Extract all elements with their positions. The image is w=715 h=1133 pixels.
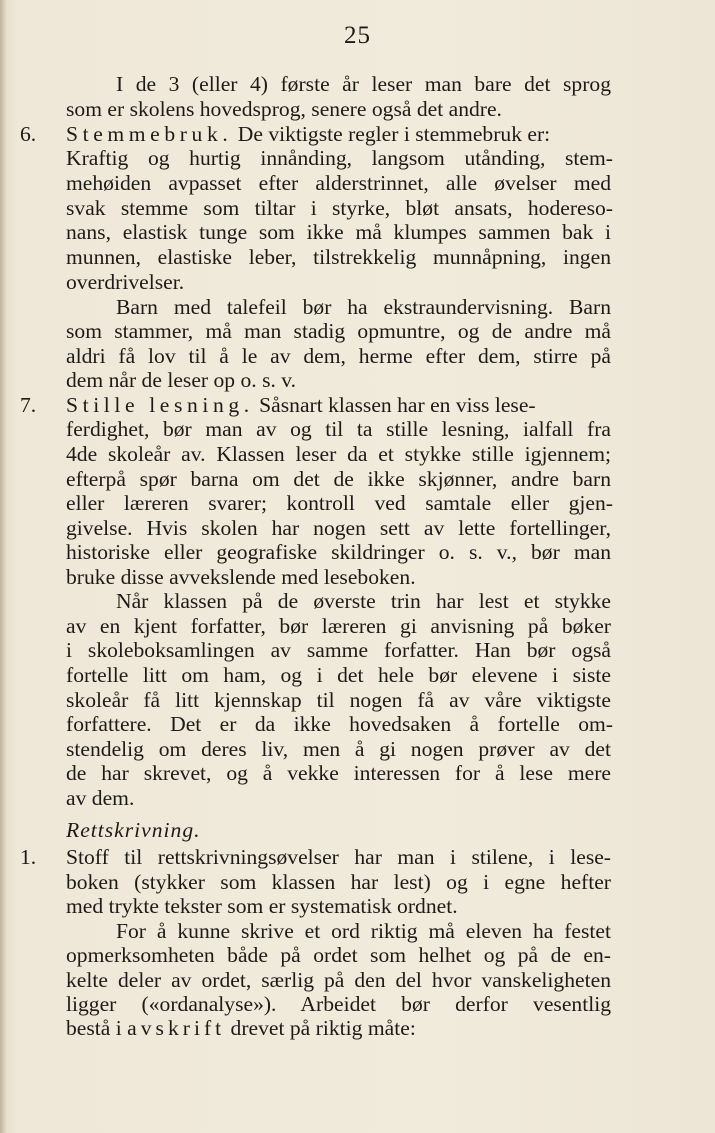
text-line: mehøiden avpasset efter alderstrinnet, alle øvelser med [66, 171, 611, 195]
text-line: som stammer, må man stadig opmuntre, og de andre må [66, 319, 611, 343]
text-line: efterpå spør barna om det de ikke skjønner, andre barn [66, 467, 611, 491]
list-number: 6. [20, 122, 37, 146]
spaced-heading: Stille lesning. [66, 393, 254, 417]
text-line: skoleår få litt kjennskap til nogen få av våre viktigste [66, 688, 611, 712]
page-gutter [0, 0, 6, 1133]
text-line: opmerksomheten både på ordet som helhet og på de en- [66, 943, 611, 967]
section-heading: Rettskrivning. [66, 818, 201, 842]
text-line: i skoleboksamlingen av samme forfatter. Han bør også [66, 638, 611, 662]
text-line: munnen, elastiske leber, tilstrekkelig munnåpning, ingen [66, 245, 611, 269]
text-run: drevet på riktig måte: [225, 1016, 416, 1040]
text-line: av en kjent forfatter, bør læreren gi anvisning på bøker [66, 614, 611, 638]
text-line: med trykte tekster som er systematisk ordnet. [66, 894, 458, 918]
page-number: 25 [344, 22, 371, 49]
text-run: bestå i [66, 1016, 128, 1040]
text-line: ferdighet, bør man av og til ta stille lesning, ialfall fra [66, 417, 611, 441]
text-line: av dem. [66, 786, 135, 810]
text-line: de har skrevet, og å vekke interessen for å lese mere [66, 761, 611, 785]
text-line: stendelig om deres liv, men å gi nogen prøver av det [66, 737, 611, 761]
text-line: som er skolens hovedsprog, senere også det andre. [66, 97, 502, 121]
text-line: Når klassen på de øverste trin har lest et stykke [116, 589, 611, 613]
text-line: bruke disse avvekslende med leseboken. [66, 565, 416, 589]
text-line: dem når de leser op o. s. v. [66, 368, 297, 392]
text-line: ligger («ordanalyse»). Arbeidet bør derfor vesentlig [66, 992, 611, 1016]
text-line: Kraftig og hurtig innånding, langsom utånding, stem- [66, 146, 613, 170]
text-line: eller læreren svarer; kontroll ved samtale eller gjen- [66, 491, 613, 515]
text-line [66, 1016, 611, 1040]
list-number: 7. [20, 393, 37, 417]
text-line: historiske eller geografiske skildringer o. s. v., bør man [66, 540, 611, 564]
text-line: For å kunne skrive et ord riktig må eleven ha festet [116, 919, 611, 943]
text-run: De viktigste regler i stemmebruk er: [232, 122, 551, 146]
text-line: kelte deler av ordet, særlig på den del hvor vanskeligheten [66, 968, 611, 992]
text-line [66, 122, 611, 146]
text-line: nans, elastisk tunge som ikke må klumpes sammen bak i [66, 220, 611, 244]
text-line: 4de skoleår av. Klassen leser da et stykke stille igjennem; [66, 442, 611, 466]
spaced-word: avskrift [127, 1016, 226, 1040]
text-line: aldri få lov til å le av dem, herme efter dem, stirre på [66, 344, 611, 368]
list-number: 1. [20, 845, 37, 869]
text-line: I de 3 (eller 4) første år leser man bare det sprog [116, 72, 611, 96]
text-run: Såsnart klassen har en viss lese- [253, 393, 536, 417]
text-line [66, 393, 611, 417]
spaced-heading: Stemmebruk. [66, 122, 233, 146]
text-line: givelse. Hvis skolen har nogen sett av lette fortellinger, [66, 516, 611, 540]
text-line: Barn med talefeil bør ha ekstraundervisning. Barn [116, 295, 611, 319]
text-line: svak stemme som tiltar i styrke, bløt ansats, hodereso- [66, 196, 613, 220]
text-line: fortelle litt om ham, og i det hele bør elevene i siste [66, 663, 611, 687]
text-line: boken (stykker som klassen har lest) og i egne hefter [66, 870, 611, 894]
text-line: forfattere. Det er da ikke hovedsaken å fortelle om- [66, 712, 613, 736]
text-line: overdrivelser. [66, 270, 185, 294]
text-line: Stoff til rettskrivningsøvelser har man i stilene, i lese- [66, 845, 611, 869]
